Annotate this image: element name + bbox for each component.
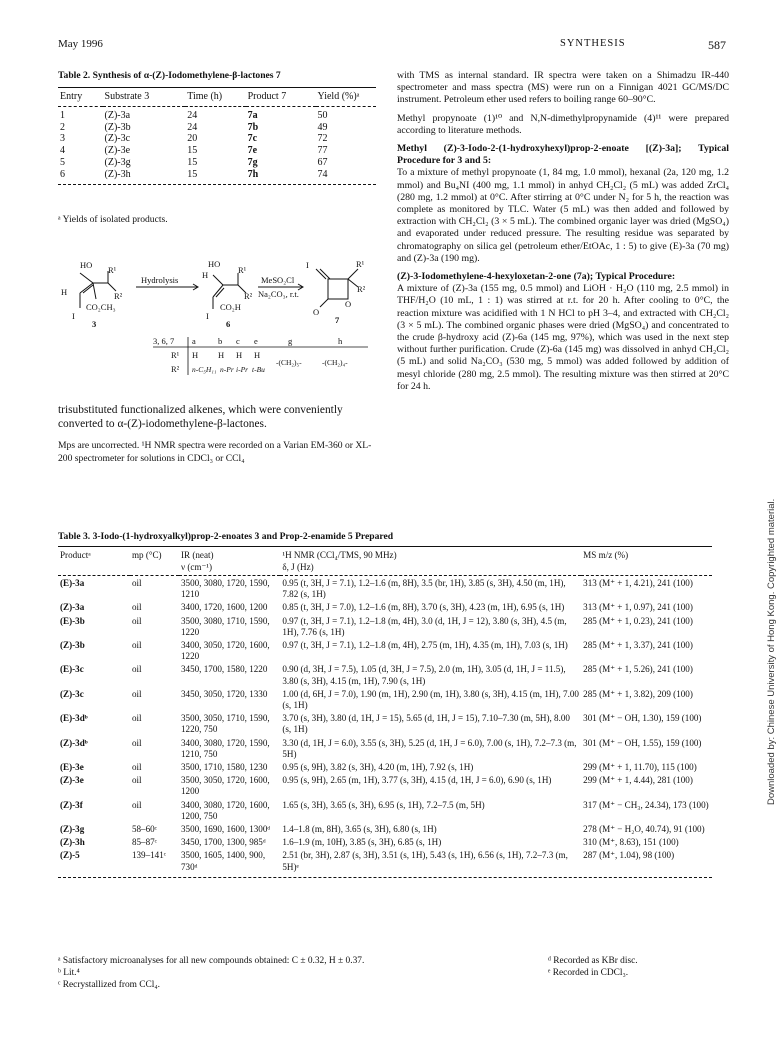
table-2-cell-yield: 50: [317, 109, 328, 121]
table-3-cell-ir: 3500, 3080, 1710, 1590, 1220: [180, 615, 270, 637]
substituent-table: [153, 336, 368, 375]
table-3-row: [58, 638, 712, 662]
table-3: [58, 546, 712, 878]
table-3-cell-nmr: 3.30 (d, 1H, J = 6.0), 3.55 (s, 3H), 5.25 (d, 1H, J = 6.0), 7.00 (s, 1H), 7.2–7.3 (m, 5H): [282, 737, 577, 759]
subst-header-a: a: [192, 336, 196, 346]
table-3-footnote-e: ᵉ Recorded in CDCl₃.: [548, 968, 629, 978]
table-3-header-mp: mp (°C): [131, 550, 162, 560]
table-2-row: [58, 157, 376, 169]
table-3-cell-mp: oil: [131, 799, 142, 810]
table-3-cell-p: (Z)-3e: [60, 775, 84, 786]
table-3-cell-ir: 3400, 1720, 1600, 1200: [180, 602, 268, 613]
table-3-cell-p: (Z)-3f: [60, 799, 83, 810]
table-3-cell-nmr: 0.95 (t, 3H, J = 7.1), 1.2–1.6 (m, 8H), 3.5 (br, 1H), 3.85 (s, 3H), 4.50 (m, 1H), 7.82 (s, 1H): [282, 578, 566, 600]
table-3-cell-mp: oil: [131, 775, 142, 786]
table-3-cell-ir: 3500, 3050, 1720, 1600, 1200: [180, 775, 270, 797]
table-3-cell-ir: 3400, 3080, 1720, 1590, 1210, 750: [180, 737, 270, 759]
subst-r1-a: H: [192, 350, 199, 360]
subst-r2-label: R²: [171, 364, 180, 374]
compound-7-i-label: I: [306, 260, 309, 270]
table-3-row: [58, 773, 712, 797]
table-2-cell-entry: 6: [60, 168, 65, 180]
subst-header-c: c: [236, 336, 240, 346]
table-3-footnote-d: ᵈ Recorded as KBr disc.: [548, 956, 638, 966]
table-2-cell-time: 15: [187, 145, 198, 157]
compound-7-r1-label: R¹: [356, 259, 365, 269]
table-3-row: [58, 711, 712, 735]
table-3-cell-ms: 285 (M⁺ + 1, 0.23), 241 (100): [583, 615, 693, 626]
table-3-footnotes: [58, 955, 712, 991]
mesyl-chloride-label: MeSO₂Cl: [261, 275, 295, 285]
table-3-cell-ms: 301 (M⁺ − OH, 1.55), 159 (100): [583, 737, 702, 748]
compound-3-ester-label: CO₂CH₃: [86, 302, 116, 312]
table-3-row: [58, 798, 712, 822]
experimental-intro: Mps are uncorrected. ¹H NMR spectra were recorded on a Varian EM-360 or XL-200 spectrometer for solutions in CDCl₃ or CCl₄: [58, 440, 372, 464]
table-3-row: [58, 576, 712, 601]
right-paragraph-2: Methyl propynoate (1)¹⁰ and N,N-dimethylpropynamide (4)¹¹ were prepared according to literature methods.: [397, 112, 729, 136]
subst-r2-e: t-Bu: [252, 365, 265, 374]
download-notice: [752, 355, 777, 815]
table-2-cell-entry: 2: [60, 121, 65, 133]
compound-3-r1-label: R¹: [108, 265, 117, 275]
table-3-cell-p: (Z)-3g: [60, 824, 85, 835]
table-2-header-row: [58, 88, 376, 107]
subst-r2-c: i-Pr: [236, 365, 249, 374]
table-3-cell-nmr: 1.00 (d, 6H, J = 7.0), 1.90 (m, 1H), 2.90 (m, 1H), 3.80 (s, 3H), 4.15 (m, 1H), 7.00 (s, 1H): [282, 688, 579, 711]
table-2-cell-product: 7h: [247, 168, 259, 180]
subst-r1-e: H: [254, 350, 261, 360]
table-3-cell-nmr: 2.51 (br, 3H), 2.87 (s, 3H), 3.51 (s, 1H), 5.43 (s, 1H), 6.56 (s, 1H), 7.2–7.3 (m, 5H)ᵉ: [282, 850, 568, 872]
table-3-header-nmr: [280, 547, 581, 576]
page-number: 587: [708, 38, 726, 52]
table-3-cell-mp: oil: [131, 664, 142, 675]
running-header-date: May 1996: [58, 38, 103, 50]
table-3-cell-ir: 3500, 3080, 1720, 1590, 1210: [180, 578, 270, 600]
table-3-cell-mp: oil: [131, 602, 142, 613]
table-2-cell-product: 7c: [247, 133, 258, 145]
table-2-header-product: Product 7: [247, 91, 287, 102]
table-2-cell-entry: 3: [60, 133, 65, 145]
table-3-cell-ms: 317 (M⁺ − CH₃, 24.34), 173 (100): [583, 799, 709, 810]
body-text-left: trisubstituted functionalized alkenes, which were conveniently converted to α-(Z)-iodomethylene-β-lactones.: [58, 404, 343, 430]
table-3-cell-ir: 3500, 1690, 1600, 1300ᵈ: [180, 824, 271, 835]
table-3-body: [58, 576, 712, 873]
table-3-cell-ms: 285 (M⁺ + 1, 5.26), 241 (100): [583, 664, 693, 675]
table-3-header-product: Productᵃ: [60, 550, 91, 560]
table-3-cell-ir: 3500, 1710, 1580, 1230: [180, 762, 268, 773]
table-2-header-time: Time (h): [187, 91, 223, 102]
table-3-header-ir-unit: ν (cm⁻¹): [180, 562, 213, 572]
table-3-row: [58, 760, 712, 773]
compound-6-number: 6: [226, 319, 231, 329]
table-3-row: [58, 848, 712, 872]
reaction-scheme-svg: [58, 243, 376, 393]
subst-r2-a: n-C₅H₁₁: [192, 365, 217, 374]
subst-r1-h: -(CH₂)₄-: [322, 358, 348, 367]
table-3-row: [58, 600, 712, 613]
compound-7-r2-label: R²: [357, 284, 366, 294]
table-2-row: [58, 169, 376, 181]
compound-6-i-label: I: [206, 311, 209, 321]
table-3-cell-p: (E)-3e: [60, 762, 84, 773]
table-2-cell-yield: 67: [317, 156, 328, 168]
compound-6-acid-label: CO₂H: [220, 302, 241, 312]
table-2-body: [58, 106, 376, 180]
running-header-journal: SYNTHESIS: [560, 38, 626, 49]
table-2-row: [58, 106, 376, 121]
subst-r1-c: H: [236, 350, 243, 360]
table-3-row: [58, 822, 712, 835]
table-3-cell-p: (E)-3b: [60, 615, 85, 626]
table-2-cell-time: 20: [187, 133, 198, 145]
table-2-row: [58, 145, 376, 157]
table-2-cell-product: 7g: [247, 156, 258, 168]
table-3-cell-p: (Z)-3c: [60, 688, 84, 699]
table-2-header-yield: Yield (%)ᵃ: [317, 91, 360, 102]
compound-3-ho-label: HO: [80, 260, 93, 270]
table-3-cell-p: (Z)-3b: [60, 640, 85, 651]
procedure-3a: [397, 143, 729, 265]
table-3-cell-ms: 299 (M⁺ + 1, 4.44), 281 (100): [583, 775, 693, 786]
table-2-cell-entry: 5: [60, 156, 65, 168]
table-3-row: [58, 662, 712, 686]
table-3-row: [58, 614, 712, 638]
table-2: [58, 70, 376, 185]
table-3-cell-p: (Z)-3h: [60, 837, 85, 848]
subst-header-b: b: [218, 336, 223, 346]
table-3-cell-mp: oil: [131, 713, 142, 724]
table-2-cell-substrate: (Z)-3a: [104, 109, 131, 121]
table-3-cell-mp: oil: [131, 688, 142, 699]
compound-7-carbonyl-oxygen: O: [313, 307, 320, 317]
table-2-cell-substrate: (Z)-3c: [104, 133, 131, 145]
table-3-cell-ir: 3400, 3050, 1720, 1600, 1220: [180, 640, 270, 662]
table-2-cell-substrate: (Z)-3b: [104, 121, 131, 133]
table-3-row: [58, 835, 712, 848]
compound-7-structure: [316, 269, 358, 307]
table-3-footnote-c: ᶜ Recrystallized from CCl₄.: [58, 980, 160, 990]
table-3-cell-ms: 310 (M⁺, 8.63), 151 (100): [583, 837, 679, 848]
table-2-cell-entry: 4: [60, 145, 65, 157]
procedure-3a-body: To a mixture of methyl propynoate (1, 84 mg, 1.0 mmol), hexanal (2a, 120 mg, 1.2 mmol) and Bu₄NI (400 mg, 1.1 mmol) in anhyd CH₂Cl₂ (5 mL) was added ZrCl₄ (280 mg, 1.2 mmol) at 0°C. After stirring at 0°C under N₂ for 5 h, the reaction was complete as monitored by TLC. Water (5 mL) was then added and followed by extraction with CH₂Cl₂ (3 × 5 mL). The combined organic layer was dried (MgSO₄) and evaporated under reduced pressure. The resulting residue was separated by chromatography on silica gel (petroleum ether/EtOAc, 1 : 5) to give (E)-3a (70 mg) and (Z)-3a (190 mg).: [397, 167, 729, 264]
table-3-header-ms: MS m/z (%): [583, 550, 629, 560]
table-2-row: [58, 133, 376, 145]
table-3-grid: [58, 546, 712, 873]
table-3-cell-mp: oil: [131, 762, 142, 773]
table-3-cell-mp: 139–141ᶜ: [131, 850, 167, 861]
table-3-cell-nmr: 0.95 (s, 9H), 3.82 (s, 3H), 4.20 (m, 1H), 7.92 (s, 1H): [282, 762, 474, 773]
table-3-cell-mp: 85–87ᶜ: [131, 837, 157, 848]
table-3-cell-ms: 313 (M⁺ + 1, 0.97), 241 (100): [583, 602, 693, 613]
table-2-cell-substrate: (Z)-3h: [104, 168, 131, 180]
table-2-bottom-rule: [58, 184, 376, 185]
table-3-cell-nmr: 1.6–1.9 (m, 10H), 3.85 (s, 3H), 6.85 (s, 1H): [282, 837, 442, 848]
compound-3-h-label: H: [61, 287, 68, 297]
right-paragraph-1: with TMS as internal standard. IR spectra were taken on a Shimadzu IR-440 spectrometer and mass spectra (MS) were run on a Finnigan 4021 GC/MS/DC instrument. Petroleum ether used refers to boiling range 60–90°C.: [397, 70, 729, 106]
table-2-cell-substrate: (Z)-3e: [104, 145, 131, 157]
procedure-7a: [397, 271, 729, 393]
table-3-cell-p: (Z)-3a: [60, 602, 85, 613]
compound-7-number: 7: [335, 315, 340, 325]
table-3-row: [58, 736, 712, 760]
sodium-carbonate-label: Na₂CO₃, r.t.: [258, 289, 299, 299]
table-3-cell-ms: 278 (M⁺ − H₂O, 40.74), 91 (100): [583, 824, 705, 835]
table-3-cell-nmr: 0.85 (t, 3H, J = 7.0), 1.2–1.6 (m, 8H), 3.70 (s, 3H), 4.23 (m, 1H), 6.95 (s, 1H): [282, 602, 565, 613]
compound-6-h-label: H: [202, 270, 209, 280]
table-2-cell-time: 15: [187, 156, 198, 168]
compound-3-i-label: I: [72, 311, 75, 321]
table-3-header-ir-label: IR (neat): [180, 550, 214, 560]
table-3-cell-nmr: 0.97 (t, 3H, J = 7.1), 1.2–1.8 (m, 4H), 3.0 (d, 1H, J = 12), 3.80 (s, 3H), 4.5 (m, 1H), 7.76 (s, 1H): [282, 615, 567, 637]
table-3-footnote-a: ᵃ Satisfactory microanalyses for all new compounds obtained: C ± 0.32, H ± 0.37.: [58, 956, 365, 966]
table-3-cell-mp: oil: [131, 578, 142, 588]
compound-6-r1-label: R¹: [238, 265, 247, 275]
table-2-footnote: ᵃ Yields of isolated products.: [58, 214, 168, 225]
table-3-caption: Table 3. 3-Iodo-(1-hydroxyalkyl)prop-2-enoates 3 and Prop-2-enamide 5 Prepared: [58, 531, 394, 542]
table-3-bottom-rule: [58, 877, 712, 878]
table-3-cell-p: (E)-3a: [60, 578, 85, 588]
procedure-7a-title: (Z)-3-Iodomethylene-4-hexyloxetan-2-one (7a); Typical Procedure:: [397, 271, 676, 283]
right-column: [397, 70, 729, 399]
table-3-cell-ir: 3450, 1700, 1300, 985ᵈ: [180, 837, 266, 848]
subst-header-g: g: [288, 336, 293, 346]
table-3-cell-p: (E)-3c: [60, 664, 84, 675]
table-2-cell-yield: 49: [317, 121, 328, 133]
table-2-cell-product: 7e: [247, 145, 258, 157]
hydrolysis-label: Hydrolysis: [141, 275, 179, 285]
table-2-cell-time: 24: [187, 121, 198, 133]
table-2-header-entry: Entry: [60, 91, 83, 102]
table-3-footnote-b: ᵇ Lit.⁴: [58, 968, 80, 978]
table-3-cell-p: (E)-3dᵇ: [60, 713, 88, 724]
table-3-cell-ir: 3500, 1605, 1400, 900, 730ᵈ: [180, 850, 266, 872]
table-3-cell-nmr: 1.65 (s, 3H), 3.65 (s, 3H), 6.95 (s, 1H), 7.2–7.5 (m, 5H): [282, 799, 485, 810]
reaction-scheme: [58, 243, 376, 393]
table-3-cell-nmr: 0.90 (d, 3H, J = 7.5), 1.05 (d, 3H, J = 7.5), 2.0 (m, 1H), 3.05 (d, 1H, J = 11.5), 3.80 (s, 3H), 4.15 (m, 1H), 7.90 (s, 1H): [282, 664, 566, 686]
compound-6-r2-label: R²: [244, 291, 253, 301]
table-3-cell-ir: 3450, 3050, 1720, 1330: [180, 688, 268, 699]
table-3-cell-ms: 313 (M⁺ + 1, 4.21), 241 (100): [583, 578, 693, 588]
table-3-cell-mp: oil: [131, 615, 142, 626]
download-notice-text: Downloaded by: Chinese University of Hong Kong. Copyrighted material.: [766, 498, 777, 805]
table-3-cell-nmr: 1.4–1.8 (m, 8H), 3.65 (s, 3H), 6.80 (s, 1H): [282, 824, 437, 835]
table-3-header-nmr-unit: δ, J (Hz): [282, 562, 314, 572]
subst-r1-g: -(CH₂)₅-: [276, 358, 302, 367]
table-3-cell-ms: 285 (M⁺ + 1, 3.82), 209 (100): [583, 688, 693, 699]
table-2-cell-yield: 77: [317, 145, 328, 157]
table-2-grid: [58, 87, 376, 181]
table-2-cell-time: 15: [187, 168, 198, 180]
compound-3-number: 3: [92, 319, 97, 329]
table-3-cell-mp: oil: [131, 640, 142, 651]
compound-7-ring-oxygen: O: [345, 299, 352, 309]
table-3-cell-ir: 3500, 3050, 1710, 1590, 1220, 750: [180, 713, 270, 735]
table-2-cell-product: 7b: [247, 121, 259, 133]
table-3-cell-p: (Z)-5: [60, 850, 80, 861]
table-3-cell-nmr: 0.97 (t, 3H, J = 7.1), 1.2–1.8 (m, 4H), 2.75 (m, 1H), 4.35 (m, 1H), 7.03 (s, 1H): [282, 640, 568, 651]
table-2-cell-substrate: (Z)-3g: [104, 156, 131, 168]
table-3-header-ir: [179, 547, 280, 576]
table-3-header-nmr-label: ¹H NMR (CCl₄/TMS, 90 MHz): [282, 550, 397, 560]
table-3-cell-mp: oil: [131, 737, 142, 748]
table-3-cell-p: (Z)-3dᵇ: [60, 737, 88, 748]
table-3-cell-ms: 285 (M⁺ + 1, 3.37), 241 (100): [583, 640, 693, 651]
table-2-caption: Table 2. Synthesis of α-(Z)-Iodomethylene-β-lactones 7: [58, 70, 281, 81]
table-3-row: [58, 687, 712, 711]
table-3-cell-ms: 287 (M⁺, 1.04), 98 (100): [583, 850, 675, 861]
subst-r2-b: n-Pr: [220, 365, 234, 374]
table-3-cell-nmr: 3.70 (s, 3H), 3.80 (d, 1H, J = 15), 5.65 (d, 1H, J = 15), 7.10–7.30 (m, 5H), 8.00 (s, 1H): [282, 713, 570, 735]
subst-r1-b: H: [218, 350, 225, 360]
table-2-cell-entry: 1: [60, 109, 65, 121]
table-3-cell-ms: 299 (M⁺ + 1, 11.70), 115 (100): [583, 762, 697, 773]
table-3-cell-mp: 58–60ᶜ: [131, 824, 157, 835]
table-3-cell-ir: 3450, 1700, 1580, 1220: [180, 664, 268, 675]
table-2-cell-time: 24: [187, 109, 198, 121]
compound-3-r2-label: R²: [114, 291, 123, 301]
table-2-cell-yield: 74: [317, 168, 328, 180]
table-3-cell-nmr: 0.95 (s, 9H), 2.65 (m, 1H), 3.77 (s, 3H), 4.15 (d, 1H, J = 6.0), 6.90 (s, 1H): [282, 775, 552, 786]
compound-6-ho-label: HO: [208, 259, 221, 269]
subst-header-e: e: [254, 336, 258, 346]
table-2-cell-yield: 72: [317, 133, 328, 145]
subst-r1-label: R¹: [171, 350, 180, 360]
table-3-header-row: [58, 547, 712, 576]
procedure-3a-title: Methyl (Z)-3-Iodo-2-(1-hydroxyhexyl)prop-2-enoate [(Z)-3a]; Typical Procedure for 3 and 5:: [397, 143, 729, 167]
table-3-cell-ms: 301 (M⁺ − OH, 1.30), 159 (100): [583, 713, 702, 724]
procedure-7a-body: A mixture of (Z)-3a (155 mg, 0.5 mmol) and LiOH · H₂O (110 mg, 2.5 mmol) in THF/H₂O (10 mL, 1 : 1) was stirred at r.t. for 20 h. After cooling to 0°C, the reaction mixture was acidified with 1 N HCl to pH 3–4, and extracted with CH₂Cl₂ (3 × 5 mL). The combined organic phases were dried (MgSO₄) and concentrated to the crude β-hydroxy acid (Z)-6a (145 mg, 97%), which was used in the next step without further purification. Crude (Z)-6a (145 mg) was dissolved in anhyd CH₂Cl₂ (5 mL) and solid Na₂CO₃ (530 mg, 5 mmol) was added followed by addition of mesyl chloride (280 mg, 2.5 mmol). The resulting mixture was then stirred at 20°C for 24 h.: [397, 283, 729, 392]
subst-header-label: 3, 6, 7: [153, 336, 175, 346]
table-2-row: [58, 122, 376, 134]
table-2-cell-product: 7a: [247, 109, 258, 121]
table-3-cell-ir: 3400, 3080, 1720, 1600, 1200, 750: [180, 799, 270, 821]
table-2-header-substrate: Substrate 3: [104, 91, 150, 102]
subst-header-h: h: [338, 336, 343, 346]
